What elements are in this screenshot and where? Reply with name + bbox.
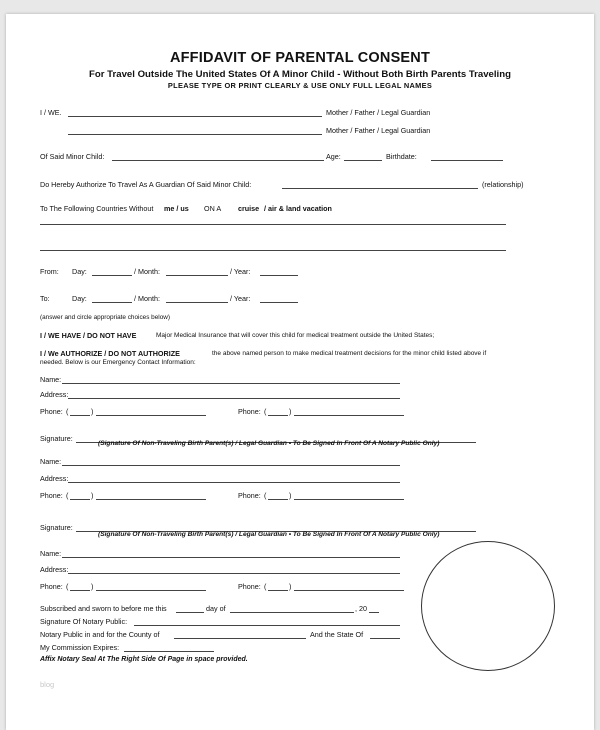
parent-1-area-code-field[interactable] xyxy=(70,499,90,500)
from-day-field[interactable] xyxy=(92,275,132,276)
p1-area-close: ) xyxy=(91,491,94,500)
emergency-name-label: Name: xyxy=(40,375,62,384)
phone2-area-open: ( xyxy=(264,407,267,416)
to-month-field[interactable] xyxy=(166,302,228,303)
authorize-label: Do Hereby Authorize To Travel As A Guardian Of Said Minor Child: xyxy=(40,180,252,189)
countries-field-2[interactable] xyxy=(40,250,506,251)
parent-1-phone2-label: Phone: xyxy=(238,491,261,500)
age-field[interactable] xyxy=(344,160,382,161)
notary-state-field[interactable] xyxy=(370,638,400,639)
emergency-text: needed. Below is our Emergency Contact Information: xyxy=(40,359,196,366)
state-of-label: And the State Of xyxy=(310,630,364,639)
relationship-label: (relationship) xyxy=(482,180,524,189)
age-label: Age: xyxy=(326,152,341,161)
parent-1-name-label: Name: xyxy=(40,457,62,466)
emergency-phone-field[interactable] xyxy=(96,415,206,416)
parent-2-phone-label: Phone: xyxy=(40,582,63,591)
birthdate-label: Birthdate: xyxy=(386,152,417,161)
emergency-phone-label: Phone: xyxy=(40,407,63,416)
year-20-label: , 20 xyxy=(355,604,367,613)
parent-1-phone-label: Phone: xyxy=(40,491,63,500)
parent-name-field-1[interactable] xyxy=(68,116,322,117)
air-land-choice[interactable]: / air & land vacation xyxy=(264,204,332,213)
sworn-year-field[interactable] xyxy=(369,612,379,613)
parent-1-address-label: Address: xyxy=(40,474,69,483)
commission-field[interactable] xyxy=(124,651,214,652)
commission-label: My Commission Expires: xyxy=(40,643,120,652)
notary-signature-label: Signature Of Notary Public: xyxy=(40,617,128,626)
insurance-text: Major Medical Insurance that will cover this child for medical treatment outside the United States; xyxy=(156,332,435,339)
signature-1-label: Signature: xyxy=(40,434,73,443)
notary-county-label: Notary Public in and for the County of xyxy=(40,630,160,639)
phone2-area-close: ) xyxy=(289,407,292,416)
emergency-name-field[interactable] xyxy=(62,383,400,384)
affix-seal-note: Affix Notary Seal At The Right Side Of Page in space provided. xyxy=(40,656,248,663)
form-title: AFFIDAVIT OF PARENTAL CONSENT xyxy=(169,50,431,66)
signature-2-note: (Signature Of Non-Traveling Birth Parent(s) / Legal Guardian • To Be Signed In Front Of A Notary Public Only) xyxy=(98,531,440,538)
form-instruction: PLEASE TYPE OR PRINT CLEARLY & USE ONLY FULL LEGAL NAMES xyxy=(167,81,433,90)
emergency-area-code-field[interactable] xyxy=(70,415,90,416)
from-month-label: / Month: xyxy=(134,267,160,276)
p2-area-open: ( xyxy=(66,582,69,591)
parent-1-name-field[interactable] xyxy=(62,465,400,466)
parent-2-area-code-field[interactable] xyxy=(70,590,90,591)
notary-seal-area xyxy=(421,541,555,671)
on-a-label: ON A xyxy=(204,204,222,213)
countries-label: To The Following Countries Without xyxy=(40,204,154,213)
emergency-phone2-label: Phone: xyxy=(238,407,261,416)
from-month-field[interactable] xyxy=(166,275,228,276)
p1b-area-close: ) xyxy=(289,491,292,500)
to-day-label: Day: xyxy=(72,294,87,303)
parent-1-phone2-field[interactable] xyxy=(294,499,404,500)
insurance-choice[interactable]: I / WE HAVE / DO NOT HAVE xyxy=(40,331,137,340)
to-year-label: / Year: xyxy=(230,294,251,303)
parent-1-address-field[interactable] xyxy=(68,482,400,483)
p2b-area-close: ) xyxy=(289,582,292,591)
to-label: To: xyxy=(40,294,50,303)
p1b-area-open: ( xyxy=(264,491,267,500)
medical-authorize-choice[interactable]: I / We AUTHORIZE / DO NOT AUTHORIZE xyxy=(40,349,180,358)
parent-1-phone-field[interactable] xyxy=(96,499,206,500)
minor-child-label: Of Said Minor Child: xyxy=(40,152,105,161)
parent-role-2: Mother / Father / Legal Guardian xyxy=(326,126,431,135)
form-subtitle: For Travel Outside The United States Of A Minor Child - Without Both Birth Parents Traveling xyxy=(89,69,511,80)
to-year-field[interactable] xyxy=(260,302,298,303)
phone-area-open: ( xyxy=(66,407,69,416)
emergency-address-field[interactable] xyxy=(68,398,400,399)
parent-2-area-code2-field[interactable] xyxy=(268,590,288,591)
cruise-choice[interactable]: cruise xyxy=(238,204,260,213)
parent-2-name-label: Name: xyxy=(40,549,62,558)
sworn-day-field[interactable] xyxy=(176,612,204,613)
watermark-text: blog xyxy=(40,680,55,689)
signature-1-note: (Signature Of Non-Traveling Birth Parent(s) / Legal Guardian • To Be Signed In Front Of A Notary Public Only) xyxy=(98,440,440,447)
sworn-label: Subscribed and sworn to before me this xyxy=(40,604,167,613)
from-year-label: / Year: xyxy=(230,267,251,276)
parent-1-area-code2-field[interactable] xyxy=(268,499,288,500)
sworn-month-field[interactable] xyxy=(230,612,354,613)
notary-county-field[interactable] xyxy=(174,638,306,639)
parent-2-phone2-field[interactable] xyxy=(294,590,404,591)
minor-child-field[interactable] xyxy=(112,160,324,161)
to-day-field[interactable] xyxy=(92,302,132,303)
phone-area-close: ) xyxy=(91,407,94,416)
from-day-label: Day: xyxy=(72,267,87,276)
parent-name-field-2[interactable] xyxy=(68,134,322,135)
me-us-choice[interactable]: me / us xyxy=(164,204,189,213)
countries-field-1[interactable] xyxy=(40,224,506,225)
emergency-area-code2-field[interactable] xyxy=(268,415,288,416)
emergency-address-label: Address: xyxy=(40,390,69,399)
parent-2-phone2-label: Phone: xyxy=(238,582,261,591)
signature-2-label: Signature: xyxy=(40,523,73,532)
p2-area-close: ) xyxy=(91,582,94,591)
day-of-label: day of xyxy=(206,604,226,613)
i-we-label: I / WE. xyxy=(40,108,62,117)
from-label: From: xyxy=(40,267,59,276)
to-month-label: / Month: xyxy=(134,294,160,303)
parent-2-address-label: Address: xyxy=(40,565,69,574)
parent-role-1: Mother / Father / Legal Guardian xyxy=(326,108,431,117)
p2b-area-open: ( xyxy=(264,582,267,591)
parent-2-address-field[interactable] xyxy=(68,573,400,574)
parent-2-phone-field[interactable] xyxy=(96,590,206,591)
notary-signature-field[interactable] xyxy=(134,625,400,626)
parent-2-name-field[interactable] xyxy=(62,557,400,558)
emergency-phone2-field[interactable] xyxy=(294,415,404,416)
p1-area-open: ( xyxy=(66,491,69,500)
birthdate-field[interactable] xyxy=(431,160,503,161)
affidavit-page xyxy=(6,14,594,730)
guardian-name-field[interactable] xyxy=(282,188,478,189)
answer-note: (answer and circle appropriate choices below) xyxy=(40,314,171,321)
medical-text: the above named person to make medical treatment decisions for the minor child listed above if xyxy=(212,350,487,357)
from-year-field[interactable] xyxy=(260,275,298,276)
